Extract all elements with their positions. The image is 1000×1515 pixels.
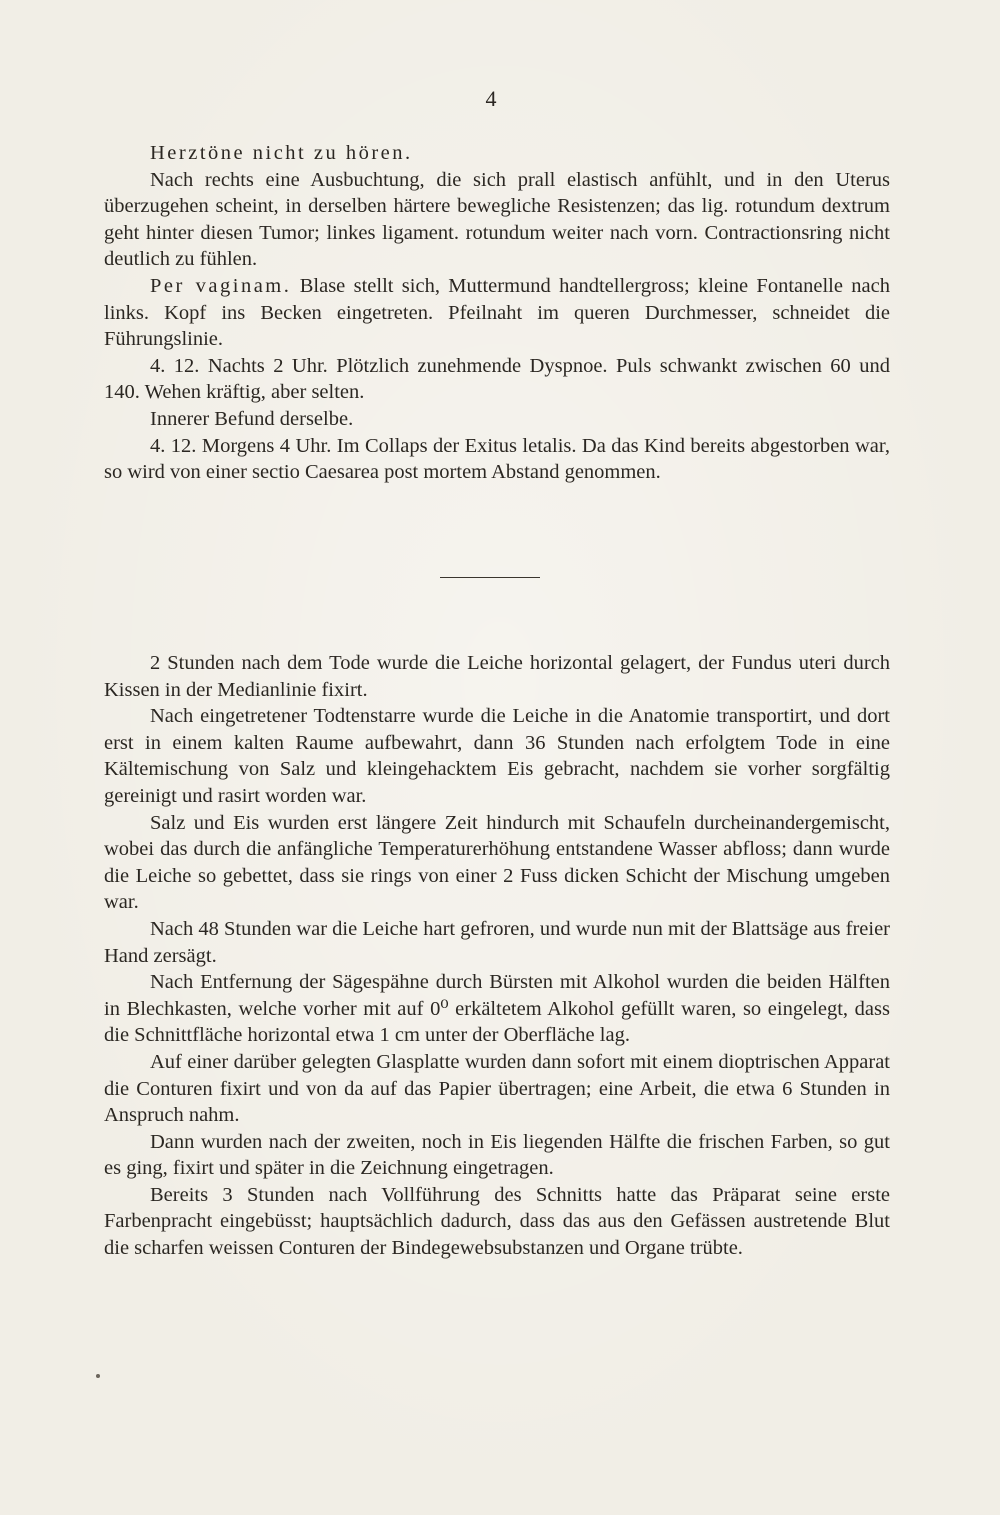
paragraph (104, 406, 890, 433)
paragraph: Nach eingetretener Todtenstarre wurde die Leiche in die Anatomie transportirt, und dort erst in einem kalten Raume aufbewahrt, dann 36 Stunden nach erfolgtem Tode in eine Kältemischung von Salz und kleingehacktem Eis gebracht, nachdem sie vorher sorgfältig gereinigt und rasirt worden war. (104, 705, 890, 807)
paragraph (104, 167, 890, 273)
paragraph: 2 Stunden nach dem Tode wurde die Leiche horizontal gelagert, der Fundus uteri durch Kissen in der Medianlinie fixirt. (104, 652, 890, 701)
spaced-lead-text: Per vaginam. (150, 274, 292, 297)
paragraph-text: 4. 12. Nachts 2 Uhr. Plötzlich zunehmende Dyspnoe. Puls schwankt zwischen 60 und 140. Wehen kräftig, aber selten. (104, 354, 890, 404)
paragraph: Auf einer darüber gelegten Glasplatte wurden dann sofort mit einem dioptrischen Apparat die Conturen fixirt und von da auf das Papier übertragen; eine Arbeit, die etwa 6 Stunden in Anspruch nahm. (104, 1050, 890, 1127)
paragraph (104, 353, 890, 406)
paragraph-text: Blase stellt sich, Muttermund handtellergross; kleine Fontanelle nach links. Kopf ins Becken eingetreten. Pfeilnaht im queren Durchmesser, schneidet die Führungslinie. (104, 274, 891, 351)
spaced-lead-text: Herztöne nicht zu hören. (150, 142, 413, 164)
paragraph-text: Nach rechts eine Ausbuchtung, die sich prall elastisch anfühlt, und in den Uterus überzugehen scheint, in derselben härtere bewegliche Resistenzen; das lig. rotundum dextrum geht hinter diesen Tumor; linkes ligament. rotundum weiter nach vorn. Contractionsring nicht deutlich zu fühlen. (104, 168, 890, 271)
case-report-section (104, 140, 890, 486)
paragraph: Bereits 3 Stunden nach Vollführung des Schnitts hatte das Präparat seine erste Farbenpracht eingebüsst; hauptsächlich dadurch, dass das aus den Gefässen austretende Blut die scharfen weissen Conturen der Bindegewebsubstanzen und Organe trübte. (104, 1183, 890, 1260)
page-number: 4 (485, 86, 497, 111)
ink-speck (96, 1374, 100, 1378)
paragraph-text: 4. 12. Morgens 4 Uhr. Im Collaps der Exitus letalis. Da das Kind bereits abgestorben war, so wird von einer sectio Caesarea post mortem Abstand genommen. (104, 434, 890, 484)
paragraph: Dann wurden nach der zweiten, noch in Eis liegenden Hälfte die frischen Farben, so gut es ging, fixirt und später in die Zeichnung eingetragen. (104, 1130, 890, 1180)
paragraph: Nach 48 Stunden war die Leiche hart gefroren, und wurde nun mit der Blattsäge aus freier Hand zersägt. (104, 917, 891, 967)
paragraph: Salz und Eis wurden erst längere Zeit hindurch mit Schaufeln durcheinandergemischt, wobei das durch die anfängliche Temperaturerhöhung entstandene Wasser abfloss; dann wurde die Leiche so gebettet, dass sie rings von einer 2 Fuss dicken Schicht der Mischung umgeben war. (104, 811, 890, 914)
paragraph (104, 433, 890, 486)
paragraph (104, 273, 890, 353)
method-section (104, 650, 890, 1262)
section-divider (440, 577, 540, 578)
paragraph (104, 140, 890, 167)
paragraph-text: Innerer Befund derselbe. (150, 407, 354, 430)
paragraph: Nach Entfernung der Sägespähne durch Bürsten mit Alkohol wurden die beiden Hälften in Blechkasten, welche vorher mit auf 0⁰ erkältetem Alkohol gefüllt waren, so eingelegt, dass die Schnittfläche horizontal etwa 1 cm unter der Oberfläche lag. (104, 971, 890, 1047)
